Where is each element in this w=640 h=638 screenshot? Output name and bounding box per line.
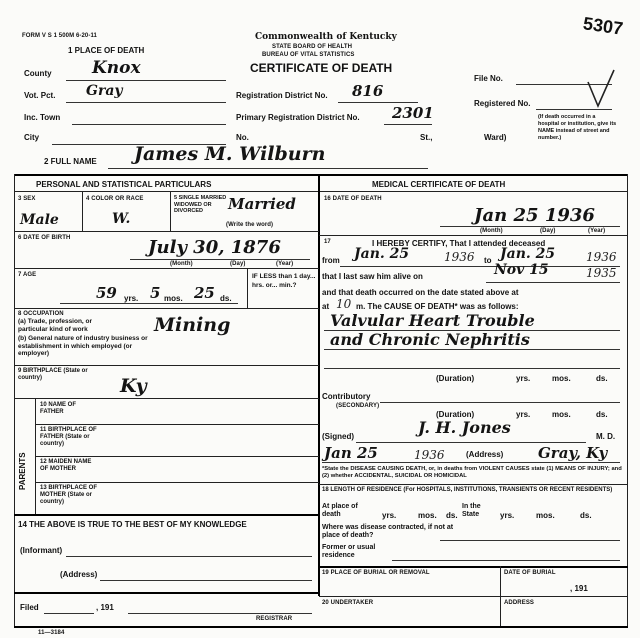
res-mos-label: mos. — [418, 511, 437, 520]
at-place-label: At place of death — [322, 503, 358, 518]
signature-year: 1936 — [414, 448, 445, 462]
duration-mos-label: mos. — [552, 374, 571, 383]
less-than-day-label: IF LESS than 1 day... hrs. or... min.? — [252, 273, 316, 289]
age-days-value: 25 — [194, 284, 215, 302]
duration-label-2: (Duration) — [436, 410, 475, 419]
cause-of-death-label: m. The CAUSE OF DEATH* was as follows: — [356, 302, 519, 311]
duration-yrs-label: yrs. — [516, 374, 531, 383]
age-yrs-label: yrs. — [124, 294, 139, 303]
no-label: No. — [236, 133, 249, 142]
check-mark-icon — [586, 68, 616, 112]
age-months-value: 5 — [150, 284, 161, 302]
last-saw-year: 1935 — [586, 266, 617, 280]
secondary-label: (SECONDARY) — [336, 403, 380, 409]
registered-no-label: Registered No. — [474, 99, 531, 108]
state-yrs-label: yrs. — [500, 511, 515, 520]
occupation-label: 8 OCCUPATION — [18, 311, 64, 317]
burial-year-prefix: , 191 — [570, 584, 588, 593]
date-of-death-label: 16 DATE OF DEATH — [324, 196, 382, 202]
marital-status-value: Married — [228, 195, 296, 213]
county-value: Knox — [92, 58, 141, 78]
death-day-label: (Day) — [540, 228, 556, 234]
duration-yrs-label-2: yrs. — [516, 410, 531, 419]
st-label: St., — [420, 133, 433, 142]
from-year: 1936 — [444, 250, 475, 264]
dob-year-label: (Year) — [276, 261, 294, 267]
signed-label: (Signed) — [322, 432, 354, 441]
certificate-title: CERTIFICATE OF DEATH — [250, 61, 393, 75]
last-saw-value: Nov 15 — [494, 262, 549, 278]
date-of-birth-label: 6 DATE OF BIRTH — [18, 235, 71, 241]
last-saw-label: that I last saw him alive on — [322, 272, 423, 281]
physician-signature: J. H. Jones — [418, 418, 511, 437]
color-race-label: 4 COLOR OR RACE — [86, 196, 144, 202]
cause-line-1: Valvular Heart Trouble — [330, 311, 535, 330]
occupation-b-label: (b) General nature of industry business or establishment in which employed (or employer) — [18, 335, 148, 357]
cause-line-2: and Chronic Nephritis — [330, 330, 530, 349]
vot-label: Vot. Pct. — [24, 91, 56, 100]
undertaker-label: 20 UNDERTAKER — [322, 600, 374, 606]
certify-number: 17 — [324, 239, 331, 245]
birthplace-value: Ky — [120, 375, 147, 397]
disease-contracted-label: Where was disease contracted, if not at place of death? — [322, 524, 454, 539]
commonwealth-title: Commonwealth of Kentucky — [255, 32, 397, 42]
death-time-value: 10 — [336, 297, 352, 311]
full-name-value: James M. Wilburn — [134, 143, 326, 165]
father-name-label: 10 NAME OF FATHER — [40, 402, 77, 415]
md-label: M. D. — [596, 432, 616, 441]
registration-district-value: 816 — [352, 82, 384, 100]
res-yrs-label: yrs. — [382, 511, 397, 520]
father-birthplace-label: 11 BIRTHPLACE OF FATHER (State or country) — [40, 427, 97, 447]
ward-label: Ward) — [484, 133, 507, 142]
date-of-birth-value: July 30, 1876 — [148, 237, 281, 258]
informant-label: (Informant) — [20, 546, 63, 555]
state-mos-label: mos. — [536, 511, 555, 520]
signature-place: Gray, Ky — [538, 444, 608, 462]
county-label: County — [24, 69, 52, 78]
cause-footnote: *State the DISEASE CAUSING DEATH, or, in deaths from VIOLENT CAUSES state (1) MEANS OF INJURY; and (2) whether ACCIDENTAL, SUICIDAL OR HOMICIDAL — [322, 466, 622, 479]
city-label: City — [24, 133, 40, 142]
from-label: from — [322, 256, 340, 265]
vot-value: Gray — [86, 83, 123, 99]
inc-town-label: Inc. Town — [24, 113, 61, 122]
hospital-note: (If death occurred in a hospital or institution, give its NAME instead of street and number.) — [538, 114, 617, 141]
burial-date-label: DATE OF BURIAL — [504, 570, 556, 576]
age-ds-label: ds. — [220, 294, 232, 303]
signature-date: Jan 25 — [324, 444, 378, 462]
birthplace-label: 9 BIRTHPLACE (State or country) — [18, 368, 88, 381]
bureau-name: BUREAU OF VITAL STATISTICS — [262, 52, 355, 58]
sign-address-label: (Address) — [466, 450, 504, 459]
informant-statement: 14 THE ABOVE IS TRUE TO THE BEST OF MY KNOWLEDGE — [18, 520, 247, 529]
primary-district-label: Primary Registration District No. — [236, 113, 360, 122]
res-ds-label: ds. — [446, 511, 458, 520]
medical-certificate-heading: MEDICAL CERTIFICATE OF DEATH — [372, 180, 506, 189]
at-label: at — [322, 302, 330, 311]
duration-label: (Duration) — [436, 374, 475, 383]
burial-place-label: 19 PLACE OF BURIAL OR REMOVAL — [322, 570, 430, 576]
death-month-label: (Month) — [480, 228, 503, 234]
marital-status-label: 5 SINGLE MARRIED WIDOWED OR DIVORCED — [174, 195, 227, 214]
to-value: Jan. 25 — [500, 246, 556, 262]
color-race-value: W. — [112, 211, 131, 227]
informant-address-label: (Address) — [60, 570, 98, 579]
dob-day-label: (Day) — [230, 261, 246, 267]
mother-name-label: 12 MAIDEN NAME OF MOTHER — [40, 459, 92, 472]
duration-mos-label-2: mos. — [552, 410, 571, 419]
mother-birthplace-label: 13 BIRTHPLACE OF MOTHER (State or country) — [40, 485, 98, 505]
death-occurred-label: and that death occurred on the date stated above at — [322, 288, 519, 297]
from-value: Jan. 25 — [354, 246, 410, 262]
duration-ds-label-2: ds. — [596, 410, 608, 419]
form-footer-code: 11—3184 — [38, 630, 65, 636]
sex-value: Male — [20, 212, 59, 228]
stamp-number: 5307 — [581, 13, 625, 39]
sex-label: 3 SEX — [18, 196, 36, 202]
to-label: to — [484, 256, 492, 265]
death-year-label: (Year) — [588, 228, 606, 234]
place-of-death-heading: 1 PLACE OF DEATH — [68, 46, 145, 55]
full-name-label: 2 FULL NAME — [44, 157, 97, 166]
parents-vertical-label: PARENTS — [18, 452, 27, 490]
registration-district-label: Registration District No. — [236, 91, 328, 100]
residence-label: 18 LENGTH OF RESIDENCE (For HOSPITALS, INSTITUTIONS, TRANSIENTS OR RECENT RESIDENTS) — [322, 487, 613, 493]
primary-district-value: 2301 — [392, 104, 434, 122]
contributory-label: Contributory — [322, 392, 371, 401]
age-years-value: 59 — [96, 284, 117, 302]
registrar-label: REGISTRAR — [256, 616, 293, 622]
filed-year-prefix: , 191 — [96, 603, 114, 612]
in-state-label: In the State — [462, 503, 481, 518]
date-of-death-value: Jan 25 1936 — [474, 205, 595, 226]
occupation-value: Mining — [154, 314, 231, 336]
personal-particulars-heading: PERSONAL AND STATISTICAL PARTICULARS — [36, 180, 212, 189]
filed-label: Filed — [20, 603, 39, 612]
file-no-label: File No. — [474, 74, 503, 83]
state-ds-label: ds. — [580, 511, 592, 520]
age-label: 7 AGE — [18, 272, 37, 278]
certify-statement: I HEREBY CERTIFY, That I attended deceased — [372, 239, 546, 248]
age-mos-label: mos. — [164, 294, 183, 303]
undertaker-address-label: ADDRESS — [504, 600, 535, 606]
duration-ds-label: ds. — [596, 374, 608, 383]
to-year: 1936 — [586, 250, 617, 264]
form-number: FORM V S 1 500M 6-20-11 — [22, 33, 97, 39]
former-residence-label: Former or usual residence — [322, 544, 376, 559]
dob-month-label: (Month) — [170, 261, 193, 267]
marital-write-note: (Write the word) — [226, 222, 274, 228]
board-name: STATE BOARD OF HEALTH — [272, 44, 353, 50]
occupation-a-label: (a) Trade, profession, or particular kind of work — [18, 318, 93, 333]
